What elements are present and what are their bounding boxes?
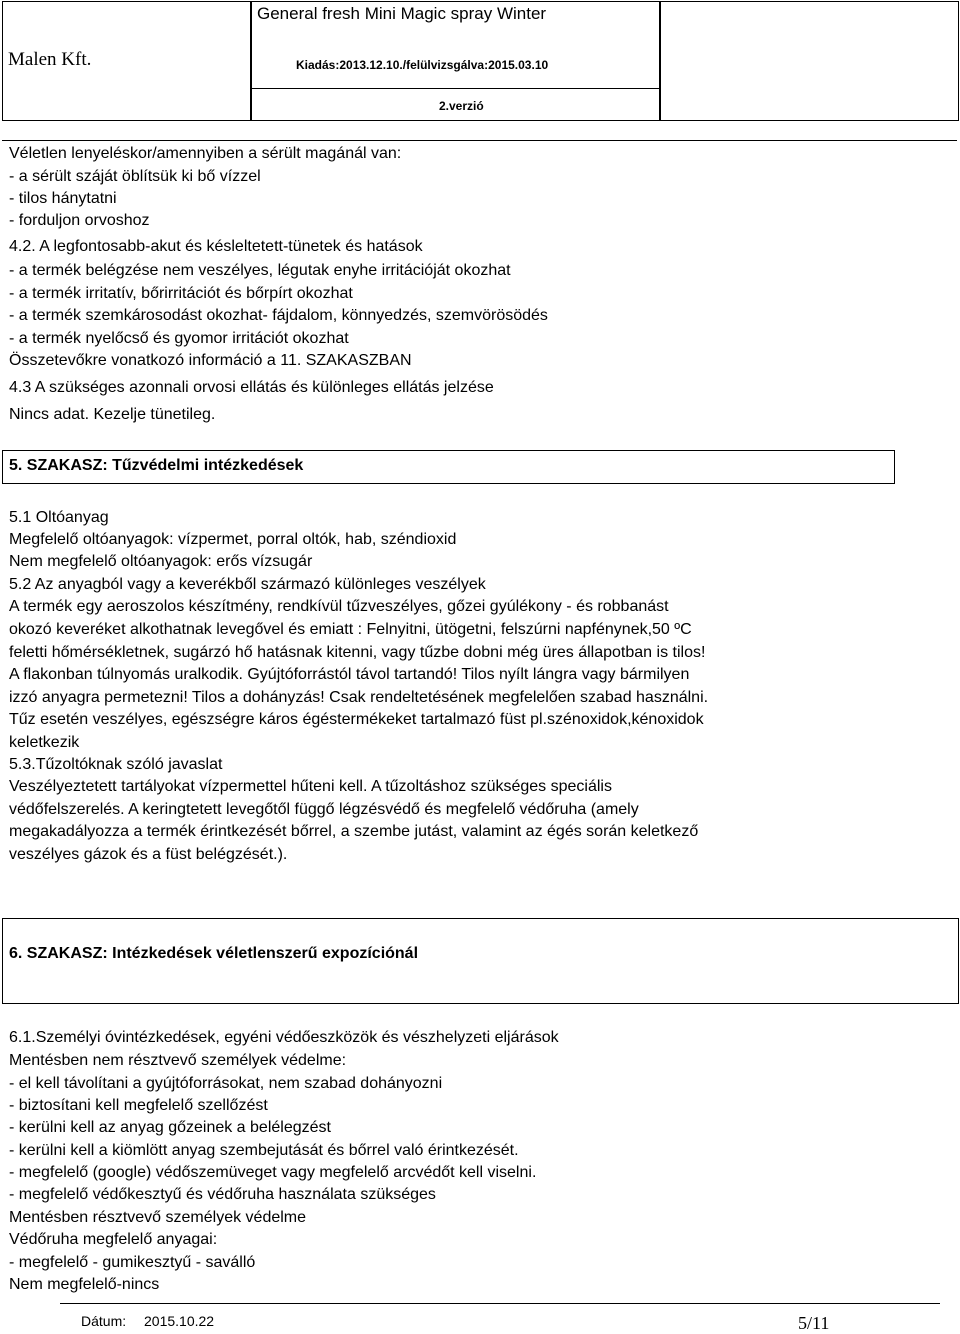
issue-date: Kiadás:2013.12.10./felülvizsgálva:2015.03.10 (296, 58, 549, 72)
page-number: 5/11 (798, 1313, 830, 1333)
company-name: Malen Kft. (8, 49, 92, 70)
text-line: Nem megfelelő-nincs (9, 1276, 160, 1293)
text-line: Véletlen lenyeléskor/amennyiben a sérült magánál van: (9, 145, 402, 162)
text-line: - a termék nyelőcső és gyomor irritációt okozhat (9, 330, 349, 347)
section-6-title: 6. SZAKASZ: Intézkedések véletlenszerű expozíciónál (9, 945, 419, 962)
text-line: Összetevőkre vonatkozó információ a 11. SZAKASZBAN (9, 352, 412, 369)
text-line: - megfelelő védőkesztyű és védőruha használata szükséges (9, 1186, 436, 1203)
footer-date-label: Dátum: (81, 1313, 127, 1329)
text-line: A termék egy aeroszolos készítmény, rendkívül tűzveszélyes, gőzei gyúlékony - és robbanást (9, 598, 669, 615)
subsection-heading: 5.2 Az anyagból vagy a keverékből származó különleges veszélyek (9, 576, 486, 593)
header-divider (250, 88, 659, 89)
text-line: megakadályozza a termék érintkezését bőrrel, a szembe jutást, valamint az égés során keletkező (9, 823, 699, 840)
subsection-heading: 6.1.Személyi óvintézkedések, egyéni védőeszközök és vészhelyzeti eljárások (9, 1029, 559, 1046)
text-line: - el kell távolítani a gyújtóforrásokat, nem szabad dohányozni (9, 1075, 443, 1092)
text-line: - megfelelő - gumikesztyű - saválló (9, 1254, 256, 1271)
subsection-heading: 5.1 Oltóanyag (9, 509, 109, 526)
text-line: Megfelelő oltóanyagok: vízpermet, porral oltók, hab, széndioxid (9, 531, 457, 548)
section-5-title: 5. SZAKASZ: Tűzvédelmi intézkedések (9, 457, 304, 474)
subsection-heading: 5.3.Tűzoltóknak szóló javaslat (9, 756, 223, 773)
product-name: General fresh Mini Magic spray Winter (257, 4, 547, 23)
text-line: - a termék irritatív, bőrirritációt és bőrpírt okozhat (9, 285, 353, 302)
text-line: Tűz esetén veszélyes, egészségre káros égéstermékeket tartalmazó füst pl.szénoxidok,kénoxidok (9, 711, 704, 728)
text-line: izzó anyagra permetezni! Tilos a dohányzás! Csak rendeltetésének megfelelően szabad használni. (9, 689, 709, 706)
version: 2.verzió (439, 99, 484, 113)
text-line: okozó keveréket alkothatnak levegővel és emiatt : Felnyitni, ütögetni, felszúrni napfénynek,50 ºC (9, 621, 692, 638)
text-line: - biztosítani kell megfelelő szellőzést (9, 1097, 268, 1114)
subsection-heading: 4.3 A szükséges azonnali orvosi ellátás és különleges ellátás jelzése (9, 379, 494, 396)
text-line: - megfelelő (google) védőszemüveget vagy megfelelő arcvédőt kell viselni. (9, 1164, 537, 1181)
text-line: védőfelszerelés. A keringtetett levegőtől függő légzésvédő és megfelelő védőruha (amely (9, 801, 639, 818)
text-line: Veszélyeztetett tartályokat vízpermettel hűteni kell. A tűzoltáshoz szükséges speciális (9, 778, 612, 795)
header-bottom-rule (2, 140, 957, 141)
text-line: - kerülni kell a kiömlött anyag szembejutását és bőrrel való érintkezését. (9, 1142, 519, 1159)
text-line: Mentésben résztvevő személyek védelme (9, 1209, 307, 1226)
subsection-heading: 4.2. A legfontosabb-akut és késleltetett-tünetek és hatások (9, 238, 423, 255)
text-line: - forduljon orvoshoz (9, 212, 150, 229)
text-line: - a sérült száját öblítsük ki bő vízzel (9, 168, 261, 185)
text-line: Nincs adat. Kezelje tünetileg. (9, 406, 216, 423)
header-blank-box (659, 1, 959, 121)
footer-date-value: 2015.10.22 (144, 1313, 215, 1329)
text-line: Mentésben nem résztvevő személyek védelme: (9, 1052, 347, 1069)
text-line: Nem megfelelő oltóanyagok: erős vízsugár (9, 553, 313, 570)
text-line: veszélyes gázok és a füst belégzését.). (9, 846, 288, 863)
text-line: Védőruha megfelelő anyagai: (9, 1231, 218, 1248)
text-line: A flakonban túlnyomás uralkodik. Gyújtóforrástól távol tartandó! Tilos nyílt lángra vagy bármilyen (9, 666, 690, 683)
text-line: - a termék szemkárosodást okozhat- fájdalom, könnyedzés, szemvörösödés (9, 307, 548, 324)
text-line: - kerülni kell az anyag gőzeinek a belélegzést (9, 1119, 331, 1136)
text-line: keletkezik (9, 734, 80, 751)
text-line: - tilos hánytatni (9, 190, 117, 207)
text-line: - a termék belégzése nem veszélyes, légutak enyhe irritációját okozhat (9, 262, 511, 279)
footer-rule (60, 1303, 940, 1304)
text-line: feletti hőmérsékletnek, sugárzó hő hatásnak kitenni, vagy tűzbe dobni még üres állapotban is tilos! (9, 644, 706, 661)
